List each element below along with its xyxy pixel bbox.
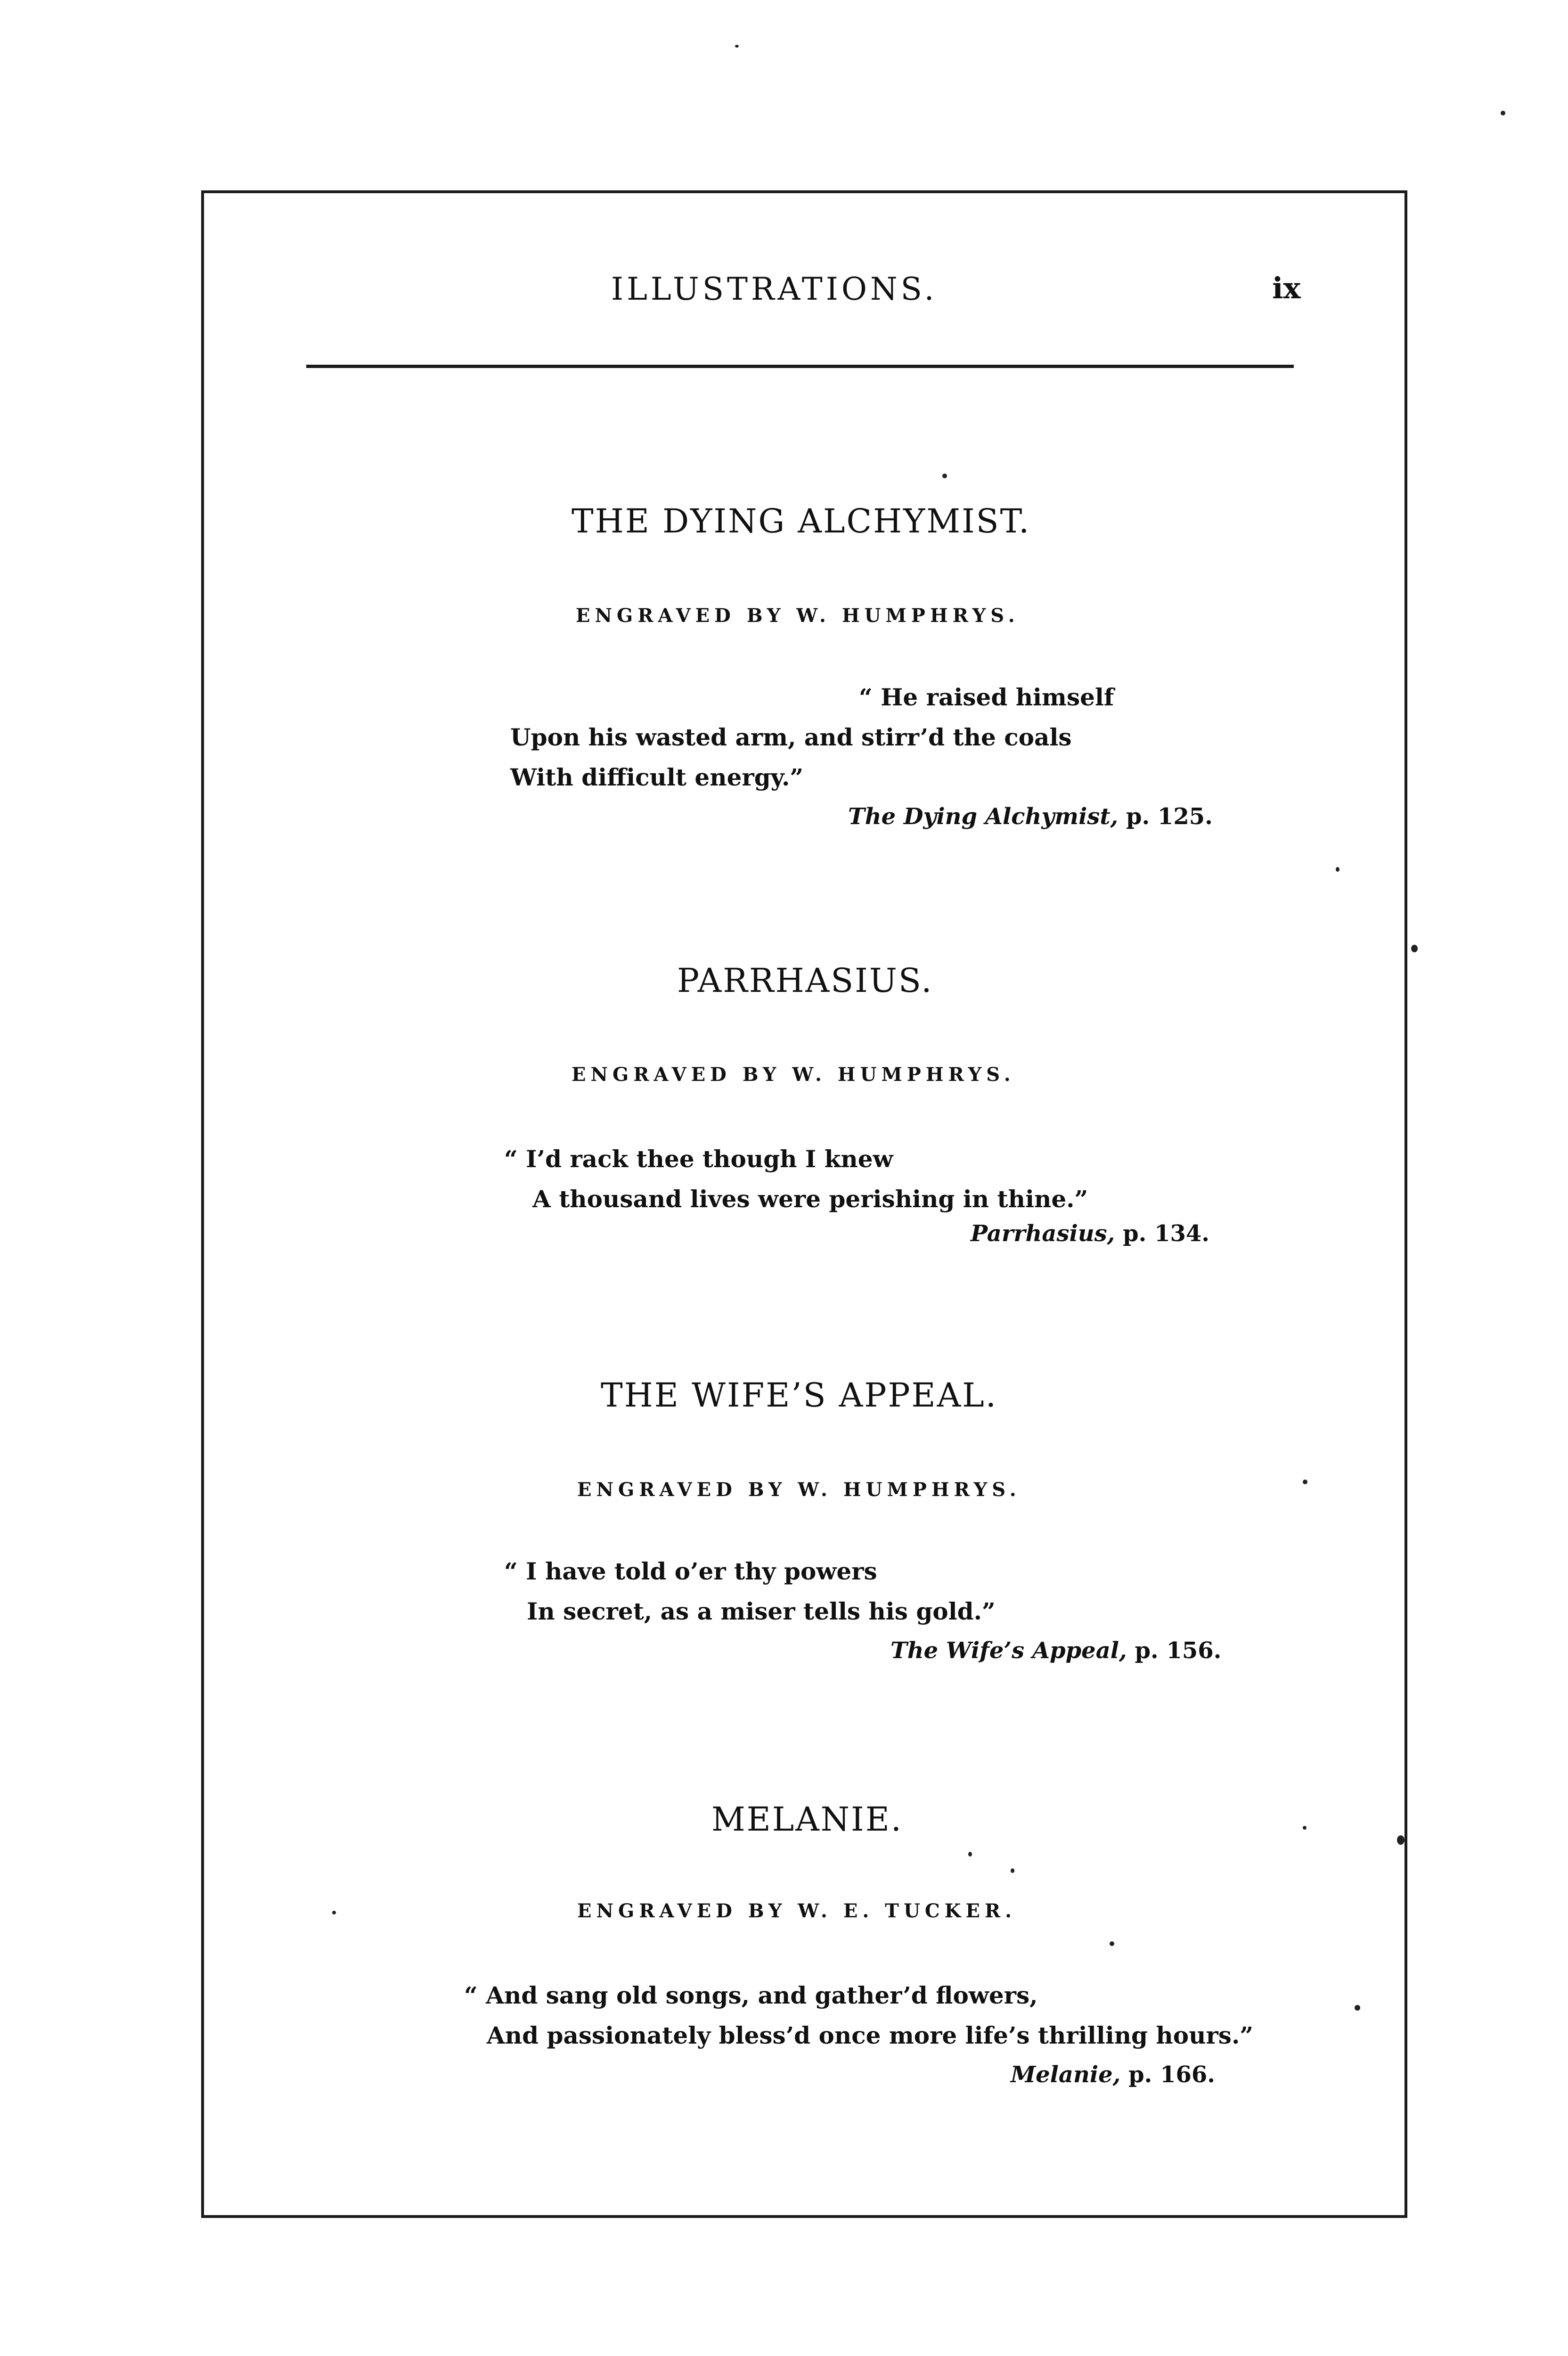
quote-line: “ He raised himself <box>859 683 1114 711</box>
running-title: ILLUSTRATIONS. <box>611 271 938 307</box>
quote-line: “ And sang old songs, and gather’d flowers, <box>464 1981 1038 2009</box>
source-work: The Wife’s Appeal, <box>890 1637 1127 1664</box>
entry-title: PARRHASIUS. <box>677 961 933 1000</box>
scan-speck <box>1355 2005 1360 2011</box>
entry-engraver: ENGRAVED BY W. HUMPHRYS. <box>572 1063 1015 1086</box>
quote-line: Upon his wasted arm, and stirr’d the coals <box>510 723 1072 751</box>
quote-line: And passionately bless’d once more life’s thrilling hours.” <box>487 2021 1254 2049</box>
quote-source <box>848 803 1213 830</box>
source-page: p. 156. <box>1135 1637 1222 1664</box>
entry-engraver: ENGRAVED BY W. E. TUCKER. <box>577 1900 1017 1922</box>
scan-speck <box>1303 1826 1307 1830</box>
scan-speck <box>1501 111 1505 115</box>
source-page: p. 125. <box>1126 803 1213 830</box>
scan-speck <box>735 45 739 48</box>
entry-title: THE DYING ALCHYMIST. <box>572 502 1031 540</box>
scan-speck <box>1110 1941 1114 1946</box>
running-head <box>0 271 1568 313</box>
quote-line: “ I have told o’er thy powers <box>504 1557 877 1585</box>
scan-speck <box>1336 867 1339 872</box>
header-rule <box>306 365 1294 368</box>
source-work: Parrhasius, <box>971 1220 1115 1247</box>
scan-speck <box>1397 1835 1405 1845</box>
quote-line: In secret, as a miser tells his gold.” <box>527 1597 996 1625</box>
quote-line: “ I’d rack thee though I knew <box>504 1145 893 1173</box>
entry-engraver: ENGRAVED BY W. HUMPHRYS. <box>577 1479 1021 1501</box>
quote-source <box>890 1637 1221 1664</box>
source-page: p. 166. <box>1128 2062 1215 2088</box>
scan-speck <box>1303 1480 1307 1484</box>
quote-source <box>971 1220 1209 1247</box>
entry-title: MELANIE. <box>711 1800 903 1839</box>
scan-speck <box>942 474 947 478</box>
source-work: Melanie, <box>1011 2062 1121 2088</box>
source-work: The Dying Alchymist, <box>848 803 1119 830</box>
quote-line: A thousand lives were perishing in thine.” <box>532 1185 1088 1213</box>
entry-engraver: ENGRAVED BY W. HUMPHRYS. <box>576 605 1020 627</box>
quote-line: With difficult energy.” <box>510 763 804 791</box>
scan-speck <box>1011 1868 1014 1873</box>
entry-title: THE WIFE’S APPEAL. <box>601 1376 997 1415</box>
scan-speck <box>332 1911 336 1914</box>
page-number: ix <box>1272 271 1301 305</box>
source-page: p. 134. <box>1123 1220 1209 1247</box>
scan-speck <box>1411 945 1418 952</box>
scan-speck <box>968 1852 972 1857</box>
quote-source <box>1011 2062 1215 2088</box>
